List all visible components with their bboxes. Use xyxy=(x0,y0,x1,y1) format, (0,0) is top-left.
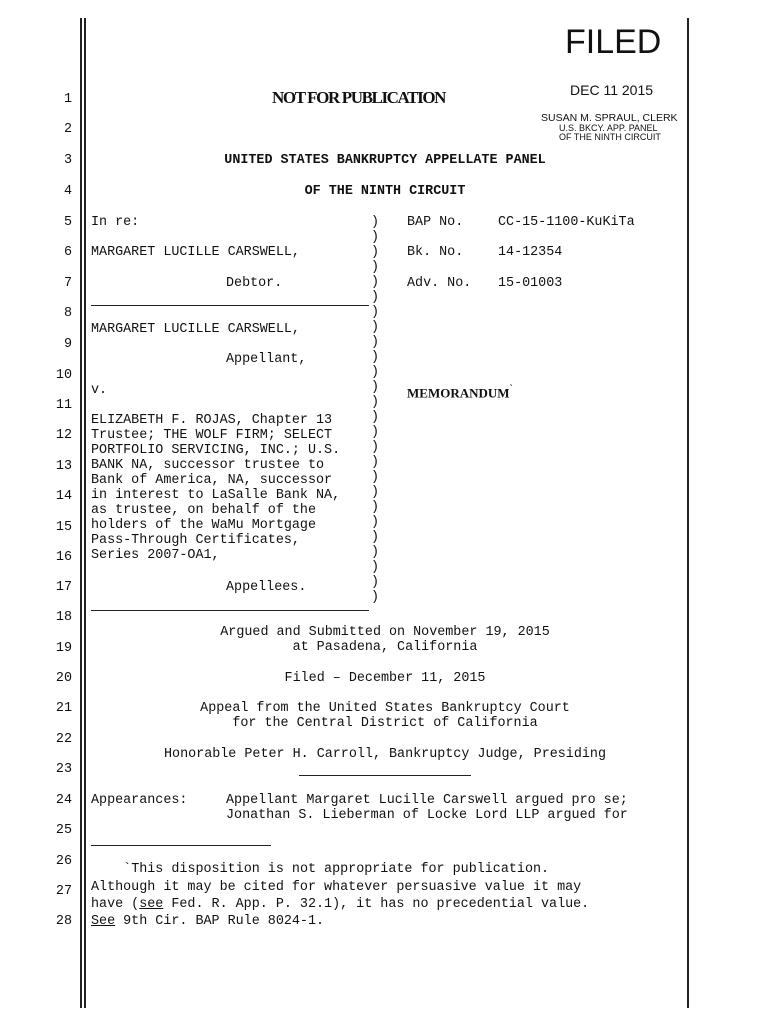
caption-paren: ) xyxy=(371,380,380,395)
line-number: 26 xyxy=(55,854,72,869)
appellee-line: ELIZABETH F. ROJAS, Chapter 13 xyxy=(91,413,333,428)
bap-number: CC-15-1100-KuKiTa xyxy=(498,215,635,230)
line-number: 28 xyxy=(55,914,72,929)
filed-line: Filed – December 11, 2015 xyxy=(284,671,486,686)
line-number: 16 xyxy=(55,550,72,565)
caption-paren: ) xyxy=(371,470,380,485)
bap-label: BAP No. xyxy=(407,215,464,230)
line-number: 14 xyxy=(55,489,72,504)
appellant-label: Appellant, xyxy=(226,352,307,367)
footnote-line3-see: see xyxy=(139,897,164,912)
caption-paren: ) xyxy=(371,215,380,230)
line-number: 21 xyxy=(55,701,72,716)
caption-paren: ) xyxy=(371,260,380,275)
caption-paren: ) xyxy=(371,290,380,305)
appellees-list xyxy=(91,413,340,563)
signature-divider xyxy=(299,775,471,776)
caption-paren: ) xyxy=(371,455,380,470)
caption-divider-2 xyxy=(91,610,369,611)
caption-divider-1 xyxy=(91,305,369,306)
debtor-name: MARGARET LUCILLE CARSWELL, xyxy=(91,245,300,260)
footnote-line1-text: `This disposition is not appropriate for publication. xyxy=(123,862,550,877)
caption-paren: ) xyxy=(371,305,380,320)
footnote-divider xyxy=(91,845,271,846)
argued-line1: Argued and Submitted on November 19, 2015 xyxy=(220,625,550,640)
line-number: 9 xyxy=(63,337,72,352)
memorandum-title xyxy=(407,382,513,400)
memorandum-footnote-mark: ` xyxy=(509,384,513,395)
line-number: 15 xyxy=(55,520,72,535)
left-margin-rule-inner xyxy=(84,18,86,1008)
caption-paren: ) xyxy=(371,500,380,515)
right-margin-rule xyxy=(687,18,689,1008)
appellee-line: in interest to LaSalle Bank NA, xyxy=(91,488,341,503)
caption-paren: ) xyxy=(371,350,380,365)
footnote-line4 xyxy=(91,914,324,929)
caption-paren: ) xyxy=(371,410,380,425)
caption-paren: ) xyxy=(371,335,380,350)
footnote-line2: Although it may be cited for whatever persuasive value it may xyxy=(91,880,582,895)
footnote-line3-post: Fed. R. App. P. 32.1), it has no precedential value. xyxy=(163,897,590,912)
not-for-publication: NOT FOR PUBLICATION xyxy=(272,88,446,107)
caption-paren: ) xyxy=(371,230,380,245)
line-number: 1 xyxy=(63,92,72,107)
line-number: 13 xyxy=(55,459,72,474)
court-title-line1: UNITED STATES BANKRUPTCY APPELLATE PANEL xyxy=(224,153,546,168)
caption-paren: ) xyxy=(371,545,380,560)
memorandum-text: MEMORANDUM xyxy=(407,385,510,401)
line-number: 10 xyxy=(55,368,72,383)
caption-paren: ) xyxy=(371,530,380,545)
filed-stamp-panel: U.S. BKCY. APP. PANEL xyxy=(559,123,658,133)
filed-stamp-date: DEC 11 2015 xyxy=(570,82,654,98)
argued-line2: at Pasadena, California xyxy=(292,640,478,655)
caption-paren: ) xyxy=(371,365,380,380)
line-number: 19 xyxy=(55,641,72,656)
footnote-line4-see: See xyxy=(91,914,116,929)
caption-paren: ) xyxy=(371,485,380,500)
line-number: 18 xyxy=(55,610,72,625)
footnote-line1 xyxy=(91,862,549,877)
left-margin-rule-outer xyxy=(80,18,82,1008)
line-number: 24 xyxy=(55,793,72,808)
adv-number: 15-01003 xyxy=(498,276,563,291)
appeal-line2: for the Central District of California xyxy=(232,716,538,731)
appellee-line: PORTFOLIO SERVICING, INC.; U.S. xyxy=(91,443,341,458)
line-number: 17 xyxy=(55,580,72,595)
caption-paren: ) xyxy=(371,245,380,260)
appellee-line: Pass-Through Certificates, xyxy=(91,533,300,548)
line-number: 6 xyxy=(63,245,72,260)
line-number: 23 xyxy=(55,762,72,777)
footnote-line3 xyxy=(91,897,589,912)
appellee-line: BANK NA, successor trustee to xyxy=(91,458,325,473)
line-number: 20 xyxy=(55,671,72,686)
line-number: 5 xyxy=(63,215,72,230)
appellee-line: holders of the WaMu Mortgage xyxy=(91,518,316,533)
line-number: 2 xyxy=(63,122,72,137)
bk-number: 14-12354 xyxy=(498,245,563,260)
line-number: 8 xyxy=(63,306,72,321)
filed-stamp-clerk: SUSAN M. SPRAUL, CLERK xyxy=(541,112,678,124)
filed-stamp-circuit: OF THE NINTH CIRCUIT xyxy=(559,132,661,142)
caption-paren: ) xyxy=(371,515,380,530)
footnote-line4-post: 9th Cir. BAP Rule 8024-1. xyxy=(115,914,325,929)
line-number: 11 xyxy=(55,398,72,413)
appellees-label: Appellees. xyxy=(226,580,307,595)
filed-stamp-title: FILED xyxy=(565,23,662,61)
caption-paren-column xyxy=(371,215,379,605)
appellee-line: as trustee, on behalf of the xyxy=(91,503,316,518)
appellee-line: Series 2007-OA1, xyxy=(91,548,220,563)
caption-paren: ) xyxy=(371,560,380,575)
appearances-label: Appearances: xyxy=(91,793,188,808)
appellant-name: MARGARET LUCILLE CARSWELL, xyxy=(91,322,300,337)
bk-label: Bk. No. xyxy=(407,245,464,260)
line-number: 7 xyxy=(63,276,72,291)
caption-paren: ) xyxy=(371,575,380,590)
versus: v. xyxy=(91,383,108,398)
line-number: 25 xyxy=(55,823,72,838)
line-number: 3 xyxy=(63,153,72,168)
line-number: 12 xyxy=(55,428,72,443)
debtor-label: Debtor. xyxy=(226,276,283,291)
line-number: 22 xyxy=(55,732,72,747)
appearances-line2: Jonathan S. Lieberman of Locke Lord LLP argued for xyxy=(226,808,628,823)
adv-label: Adv. No. xyxy=(407,276,472,291)
caption-paren: ) xyxy=(371,590,380,605)
caption-paren: ) xyxy=(371,395,380,410)
appellee-line: Bank of America, NA, successor xyxy=(91,473,333,488)
judge-line: Honorable Peter H. Carroll, Bankruptcy Judge, Presiding xyxy=(164,747,606,762)
caption-paren: ) xyxy=(371,275,380,290)
caption-paren: ) xyxy=(371,425,380,440)
line-number: 4 xyxy=(63,184,72,199)
appearances-line1: Appellant Margaret Lucille Carswell argued pro se; xyxy=(226,793,628,808)
line-number: 27 xyxy=(55,884,72,899)
in-re: In re: xyxy=(91,215,140,230)
caption-paren: ) xyxy=(371,440,380,455)
court-title-line2: OF THE NINTH CIRCUIT xyxy=(304,184,466,199)
appellee-line: Trustee; THE WOLF FIRM; SELECT xyxy=(91,428,333,443)
caption-paren: ) xyxy=(371,320,380,335)
appeal-line1: Appeal from the United States Bankruptcy Court xyxy=(200,701,570,716)
footnote-line3-pre: have ( xyxy=(91,897,140,912)
